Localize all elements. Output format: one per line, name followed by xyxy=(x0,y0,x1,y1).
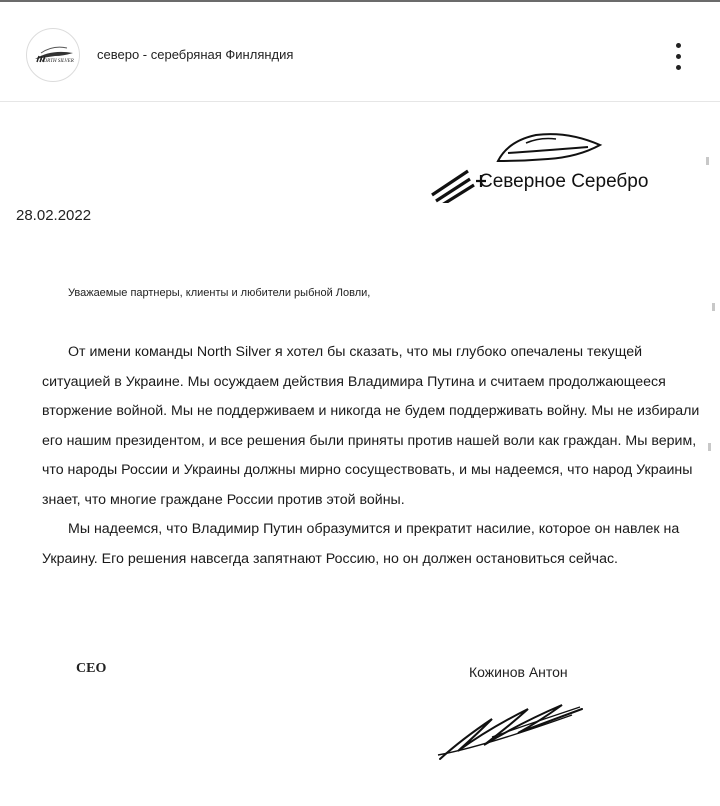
letter-greeting: Уважаемые партнеры, клиенты и любители рыбной Ловли, xyxy=(68,287,371,299)
scan-speck xyxy=(712,303,715,311)
dot xyxy=(676,54,681,59)
dot xyxy=(676,65,681,70)
north-silver-logo-icon xyxy=(27,29,80,82)
avatar-logo-text: NORTH SILVER xyxy=(40,59,74,64)
text-line: его нашим президентом, и все решения были приняты против нашей воли как граждан. Мы верим, xyxy=(42,432,697,449)
scan-speck xyxy=(706,157,709,165)
text-line: знает, что многие граждане России против этой войны. xyxy=(42,491,405,508)
text-line: что народы России и Украины должны мирно сосуществовать, и мы надеемся, что народ Украины xyxy=(42,462,693,478)
brand-name: Северное Серебро xyxy=(479,171,649,192)
text-line: вторжение войной. Мы не поддерживаем и никогда не будем поддерживать войну. Мы не избирали xyxy=(42,403,700,419)
text-line: Мы надеемся, что Владимир Путин образумится и прекратит насилие, которое он навлек на xyxy=(68,521,680,537)
account-avatar[interactable] xyxy=(26,28,80,82)
scan-speck xyxy=(708,443,711,451)
post-header xyxy=(0,2,720,102)
signer-name: Кожинов Антон xyxy=(469,664,568,680)
handwritten-signature xyxy=(432,693,592,765)
text-line: ситуацией в Украине. Мы осуждаем действия Владимира Путина и считаем продолжающееся xyxy=(42,373,666,390)
paragraph-2 xyxy=(42,515,702,574)
letter-body xyxy=(42,338,702,574)
more-options-button[interactable] xyxy=(664,40,694,74)
text-line: Украину. Его решения навсегда запятнают Россию, но он должен остановиться сейчас. xyxy=(42,550,618,567)
signer-role: CEO xyxy=(76,661,107,676)
letter-date: 28.02.2022 xyxy=(16,207,92,224)
paragraph-1 xyxy=(42,338,702,515)
account-name[interactable]: северо - серебряная Финляндия xyxy=(97,47,294,62)
vertical-dots-icon xyxy=(676,43,681,48)
post-image xyxy=(0,103,720,806)
text-line: От имени команды North Silver я хотел бы сказать, что мы глубоко опечалены текущей xyxy=(68,344,643,360)
